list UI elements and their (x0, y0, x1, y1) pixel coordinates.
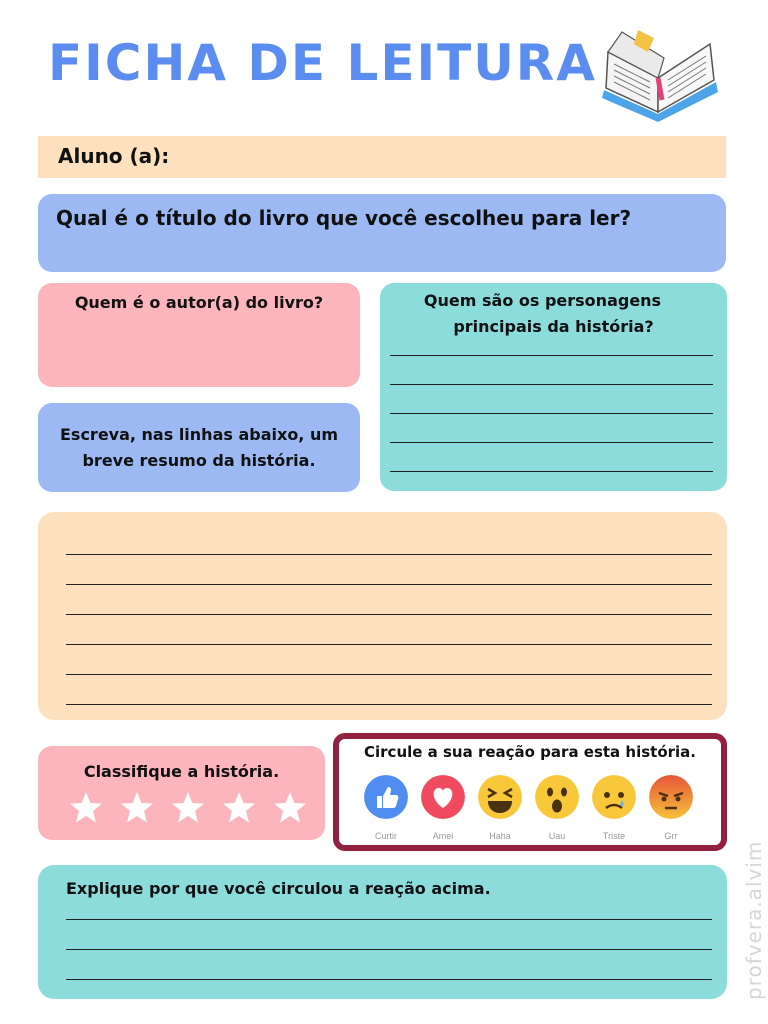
surprised-face-icon[interactable] (535, 775, 579, 819)
reaction-question: Circule a sua reação para esta história. (364, 743, 696, 761)
summary-instruction-line1: Escreva, nas linhas abaixo, um (59, 425, 339, 444)
answer-line[interactable] (66, 704, 712, 705)
answer-line[interactable] (66, 949, 712, 950)
open-book-icon (598, 22, 722, 126)
rating-question: Classifique a história. (83, 762, 280, 781)
answer-line[interactable] (66, 674, 712, 675)
reaction-label: Uau (548, 831, 566, 841)
answer-line[interactable] (66, 554, 712, 555)
answer-line[interactable] (390, 384, 713, 385)
answer-line[interactable] (66, 644, 712, 645)
angry-face-icon[interactable] (649, 775, 693, 819)
book-title-box (38, 194, 726, 272)
answer-line[interactable] (66, 919, 712, 920)
thumbs-up-icon[interactable] (364, 775, 408, 819)
author-box (38, 283, 360, 387)
answer-line[interactable] (390, 471, 713, 472)
page-title: FICHA DE LEITURA (48, 34, 597, 92)
laughing-face-icon[interactable] (478, 775, 522, 819)
answer-line[interactable] (66, 584, 712, 585)
answer-line[interactable] (390, 355, 713, 356)
characters-box (380, 283, 727, 491)
author-question: Quem é o autor(a) do livro? (74, 293, 324, 312)
reaction-label: Grr (664, 831, 678, 841)
student-label: Aluno (a): (58, 144, 170, 168)
star-icon[interactable] (272, 790, 308, 826)
star-icon[interactable] (221, 790, 257, 826)
answer-line[interactable] (66, 979, 712, 980)
watermark: profvera.alvim (742, 840, 766, 1000)
star-icon[interactable] (119, 790, 155, 826)
answer-line[interactable] (390, 413, 713, 414)
explain-question: Explique por que você circulou a reação acima. (66, 879, 491, 898)
answer-line[interactable] (390, 442, 713, 443)
characters-question-line1: Quem são os personagens (423, 291, 662, 310)
heart-icon[interactable] (421, 775, 465, 819)
book-title-question: Qual é o título do livro que você escolheu para ler? (56, 206, 632, 230)
characters-question-line2: principais da história? (453, 317, 654, 336)
reaction-label: Triste (602, 831, 626, 841)
reaction-label: Haha (489, 831, 511, 841)
summary-instruction-line2: breve resumo da história. (82, 451, 316, 470)
summary-lines-box (38, 512, 727, 720)
summary-instruction-box (38, 403, 360, 492)
answer-line[interactable] (66, 614, 712, 615)
star-icon[interactable] (68, 790, 104, 826)
explain-box (38, 865, 727, 999)
reactions-box (333, 733, 727, 851)
student-name-bar (38, 136, 726, 178)
star-icon[interactable] (170, 790, 206, 826)
sad-face-icon[interactable] (592, 775, 636, 819)
rating-box (38, 746, 325, 840)
reaction-label: Amei (432, 831, 454, 841)
reaction-label: Curtir (375, 831, 397, 841)
